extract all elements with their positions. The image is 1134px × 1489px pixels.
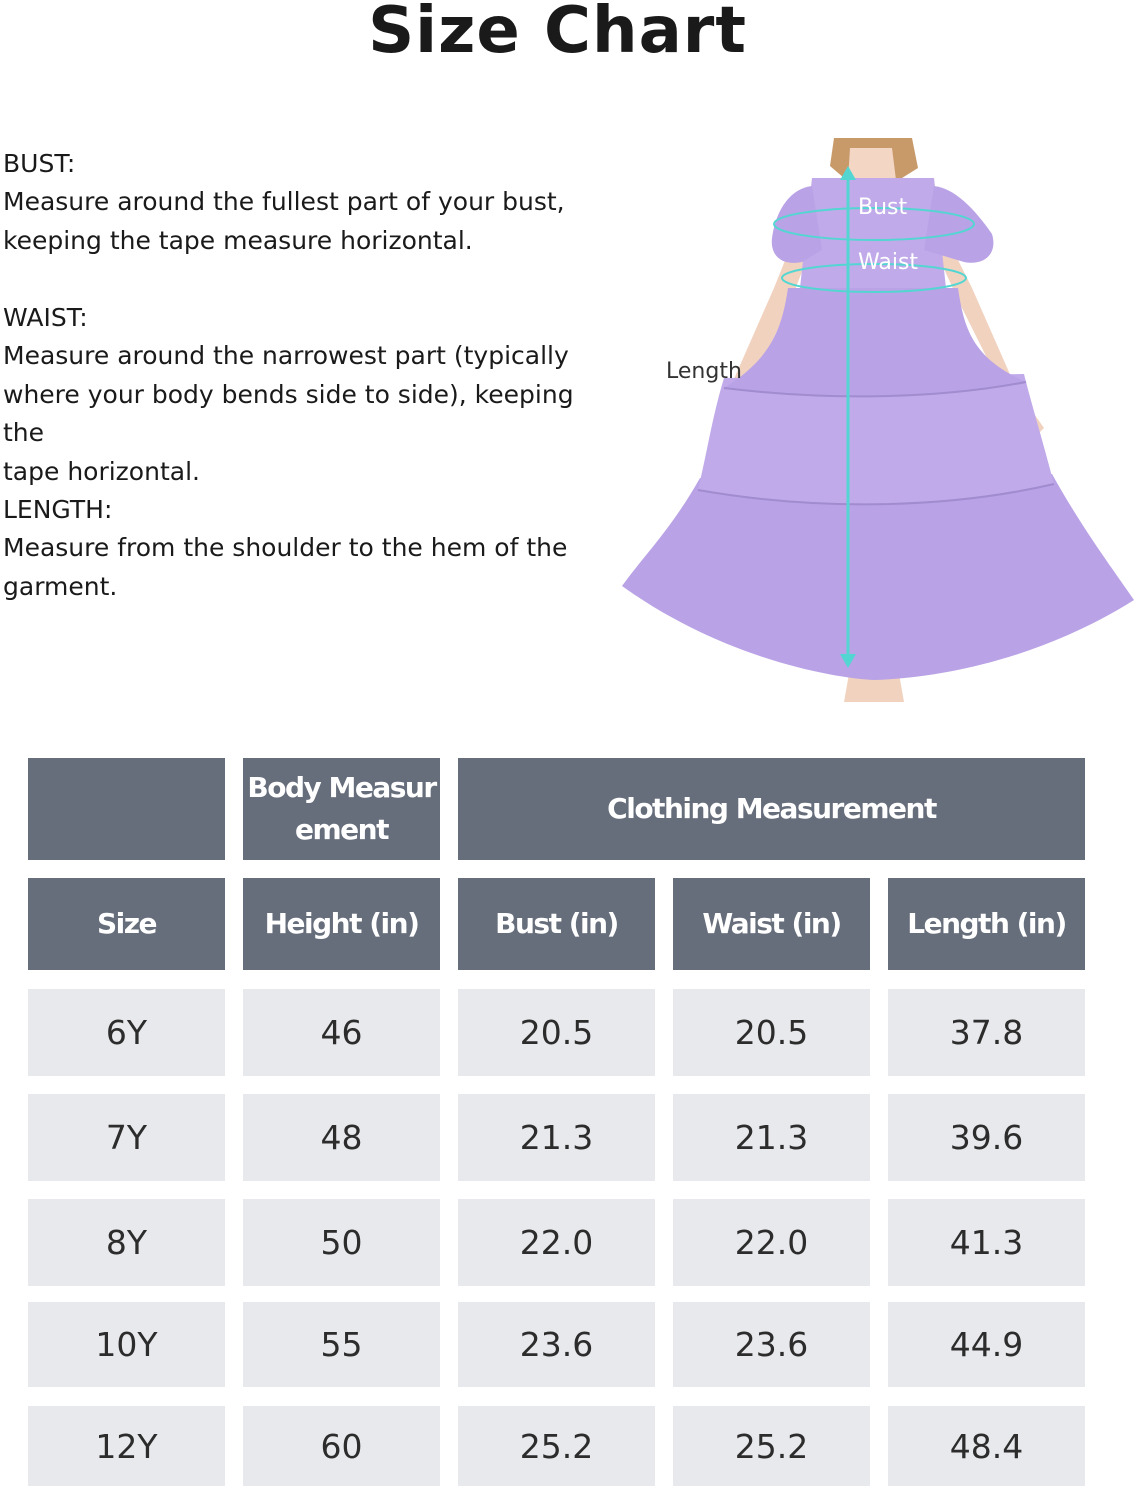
guide-waist-line-1: Measure around the narrowest part (typically	[3, 341, 569, 370]
dress-illustration	[612, 138, 1134, 702]
bust-label: Bust	[858, 195, 908, 220]
col-header-waist: Waist (in)	[673, 878, 870, 970]
table-cell-bust: 25.2	[458, 1406, 655, 1486]
table-cell-waist: 23.6	[673, 1302, 870, 1387]
table-cell-height: 46	[243, 989, 440, 1076]
guide-bust	[3, 145, 613, 260]
col-header-height: Height (in)	[243, 878, 440, 970]
guide-length-line-2: garment.	[3, 571, 118, 601]
table-cell-size: 6Y	[28, 989, 225, 1076]
col-header-bust: Bust (in)	[458, 878, 655, 970]
table-cell-waist: 22.0	[673, 1199, 870, 1286]
table-cell-height: 50	[243, 1199, 440, 1286]
table-cell-length: 44.9	[888, 1302, 1085, 1387]
waist-label: Waist	[858, 250, 919, 275]
guide-waist-heading: WAIST:	[3, 303, 88, 332]
table-cell-length: 41.3	[888, 1199, 1085, 1286]
dress-figure	[612, 138, 1134, 702]
guide-length-line-1: Measure from the shoulder to the hem of the	[3, 533, 568, 562]
group-header-body-measurement: Body Measur ement	[243, 758, 440, 860]
table-cell-waist: 21.3	[673, 1094, 870, 1181]
table-cell-waist: 20.5	[673, 989, 870, 1076]
guide-length	[3, 491, 613, 606]
col-header-size: Size	[28, 878, 225, 970]
table-cell-size: 7Y	[28, 1094, 225, 1181]
table-cell-size: 8Y	[28, 1199, 225, 1286]
table-cell-size: 10Y	[28, 1302, 225, 1387]
group-header-clothing-measurement: Clothing Measurement	[458, 758, 1085, 860]
length-label: Length	[666, 359, 742, 384]
table-cell-length: 37.8	[888, 989, 1085, 1076]
guide-bust-line-1: Measure around the fullest part of your bust,	[3, 187, 565, 216]
guide-bust-line-2: keeping the tape measure horizontal.	[3, 225, 473, 255]
group-header-blank	[28, 758, 225, 860]
table-cell-bust: 22.0	[458, 1199, 655, 1286]
table-cell-height: 55	[243, 1302, 440, 1387]
right-sleeve	[924, 186, 993, 263]
neck-shape	[848, 148, 896, 180]
table-cell-waist: 25.2	[673, 1406, 870, 1486]
table-cell-height: 60	[243, 1406, 440, 1486]
guide-length-heading: LENGTH:	[3, 495, 113, 524]
col-header-length: Length (in)	[888, 878, 1085, 970]
table-cell-bust: 21.3	[458, 1094, 655, 1181]
table-cell-bust: 23.6	[458, 1302, 655, 1387]
table-cell-height: 48	[243, 1094, 440, 1181]
table-cell-length: 48.4	[888, 1406, 1085, 1486]
table-cell-bust: 20.5	[458, 989, 655, 1076]
table-cell-length: 39.6	[888, 1094, 1085, 1181]
guide-waist-line-2: where your body bends side to side), keeping the	[3, 379, 574, 447]
page-title: Size Chart	[368, 0, 747, 68]
guide-bust-heading: BUST:	[3, 149, 76, 178]
table-cell-size: 12Y	[28, 1406, 225, 1486]
guide-waist	[3, 299, 613, 491]
guide-waist-line-3: tape horizontal.	[3, 456, 200, 486]
